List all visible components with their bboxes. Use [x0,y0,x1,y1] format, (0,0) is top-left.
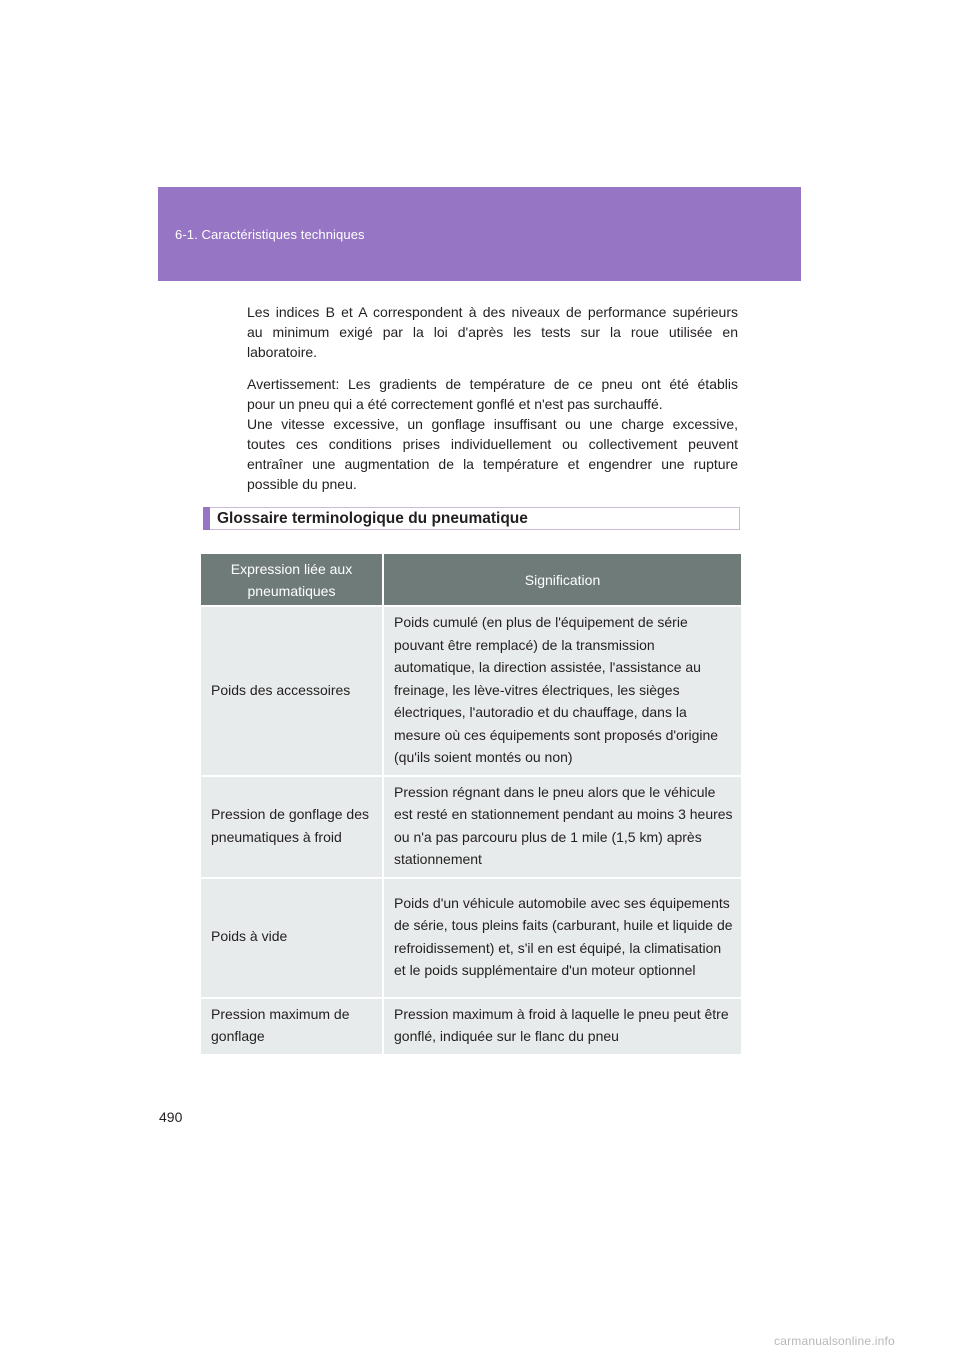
table-row [201,878,741,998]
glossary-table [201,554,741,1054]
text-line: toutes ces conditions prises individuellement ou collectivement peuvent [247,436,738,452]
table-row [201,776,741,878]
meaning-cell: Pression régnant dans le pneu alors que le véhicule est resté en stationnement pendant au moins 3 heures ou n'a pas parcouru plus de 1 mile (1,5 km) après stationnement [383,776,741,878]
column-header-term: Expression liée aux pneumatiques [201,554,383,606]
meaning-cell: Poids cumulé (en plus de l'équipement de série pouvant être remplacé) de la transmission automatique, la direction assistée, l'assistance au freinage, les lève-vitres électriques, les sièges électriques, l'autoradio et du chauffage, dans la mesure où ces équipements sont proposés d'origine (qu'ils soient montés ou non) [383,606,741,776]
text-line: pour un pneu qui a été correctement gonflé et n'est pas surchauffé. [247,396,663,412]
table-header-row [201,554,741,606]
watermark: carmanualsonline.info [774,1334,895,1348]
table-row [201,606,741,776]
heading-accent-bar [203,507,210,530]
text-line: Les indices B et A correspondent à des niveaux de performance supérieurs [247,304,738,320]
text-line: entraîner une augmentation de la température et engendrer une rupture [247,456,738,472]
breadcrumb: 6-1. Caractéristiques techniques [175,227,365,242]
text-line: possible du pneu. [247,476,357,492]
term-cell: Pression de gonflage des pneumatiques à froid [201,776,383,878]
term-cell: Poids à vide [201,878,383,998]
term-cell: Poids des accessoires [201,606,383,776]
text-line: au minimum exigé par la loi d'après les tests sur la roue utilisée en [247,324,738,340]
section-title: Glossaire terminologique du pneumatique [217,510,528,527]
text-line: laboratoire. [247,344,318,360]
section-header-band [158,187,801,281]
table-row [201,998,741,1054]
intro-paragraph-1 [247,302,738,362]
term-cell: Pression maximum de gonflage [201,998,383,1054]
page-number: 490 [159,1109,183,1125]
meaning-cell: Poids d'un véhicule automobile avec ses équipements de série, tous pleins faits (carburant, huile et liquide de refroidissement) et, s'il en est équipé, la climatisation et le poids supplémentaire d'un moteur optionnel [383,878,741,998]
intro-paragraph-2 [247,374,738,494]
text-line: Avertissement: Les gradients de température de ce pneu ont été établis [247,376,738,392]
section-heading [203,507,740,530]
meaning-cell: Pression maximum à froid à laquelle le pneu peut être gonflé, indiquée sur le flanc du pneu [383,998,741,1054]
text-line: Une vitesse excessive, un gonflage insuffisant ou une charge excessive, [247,416,738,432]
column-header-meaning: Signification [383,554,741,606]
